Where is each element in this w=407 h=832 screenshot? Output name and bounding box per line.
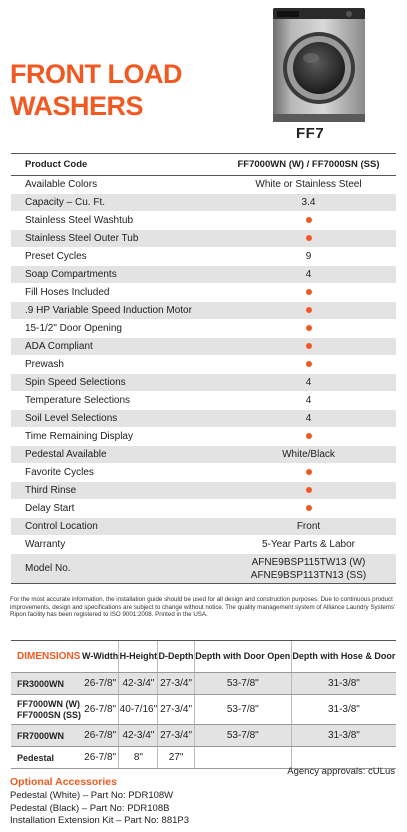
spec-label: Control Location [11,518,221,536]
dim-model: FR3000WN [11,673,82,695]
spec-row [11,500,396,518]
spec-model-row [11,554,396,584]
dim-value: 26-7/8" [82,695,119,725]
spec-value [221,302,396,320]
dim-value: 53-7/8" [194,673,291,695]
dim-model: Pedestal [11,747,82,769]
spec-value: 3.4 [221,194,396,212]
feature-dot-icon [306,289,312,295]
washer-product-image [269,6,369,124]
dim-value: 27-3/4" [158,725,194,747]
model-number-ss: AFNE9BSP113TN13 (SS) [250,569,367,581]
title-line-2: WASHERS [10,91,144,121]
spec-row [11,284,396,302]
spec-value [221,320,396,338]
spec-row [11,266,396,284]
spec-label: 15-1/2" Door Opening [11,320,221,338]
spec-value: Front [221,518,396,536]
dim-value: 27" [158,747,194,769]
spec-label: Favorite Cycles [11,464,221,482]
spec-label: Fill Hoses Included [11,284,221,302]
spec-label: Warranty [11,536,221,554]
dim-value: 8" [119,747,158,769]
spec-row [11,536,396,554]
feature-dot-icon [306,505,312,511]
spec-row [11,518,396,536]
dim-header: Depth with Hose & Door [291,641,396,673]
spec-label: Spin Speed Selections [11,374,221,392]
feature-dot-icon [306,217,312,223]
spec-row [11,482,396,500]
title-line-1: FRONT LOAD [10,59,182,89]
spec-row [11,464,396,482]
spec-row [11,176,396,194]
dim-value: 26-7/8" [82,725,119,747]
dim-model: FR7000WN [11,725,82,747]
dim-value: 42-3/4" [119,725,158,747]
dim-value: 27-3/4" [158,695,194,725]
dimensions-header-row [11,641,396,673]
spec-row [11,374,396,392]
spec-label: Prewash [11,356,221,374]
dim-value: 27-3/4" [158,673,194,695]
disclaimer-note: For the most accurate information, the installation guide should be used for all design and construction purposes. Due to continuous product improvements, design and specifications are subject to change without notice. The quality management system of Alliance Laundry Systems' Ripon facility has been registered to ISO 9001:2008. Printed in the USA. [10,596,396,619]
spec-label: Temperature Selections [11,392,221,410]
spec-value: 4 [221,374,396,392]
feature-dot-icon [306,235,312,241]
feature-dot-icon [306,325,312,331]
spec-label: Soap Compartments [11,266,221,284]
spec-label: Stainless Steel Outer Tub [11,230,221,248]
spec-label: Preset Cycles [11,248,221,266]
spec-label: Delay Start [11,500,221,518]
feature-dot-icon [306,469,312,475]
spec-row [11,392,396,410]
feature-dot-icon [306,307,312,313]
dim-header: H-Height [119,641,158,673]
dim-header: DIMENSIONS [11,641,82,673]
spec-value: White/Black [221,446,396,464]
spec-label: Pedestal Available [11,446,221,464]
spec-value [221,500,396,518]
spec-label: ADA Compliant [11,338,221,356]
spec-row [11,428,396,446]
spec-value [221,356,396,374]
feature-dot-icon [306,433,312,439]
spec-row [11,320,396,338]
dim-value [194,747,291,769]
spec-value [221,284,396,302]
spec-label: .9 HP Variable Speed Induction Motor [11,302,221,320]
spec-value [221,338,396,356]
spec-value: 4 [221,410,396,428]
spec-row [11,446,396,464]
dim-header: D-Depth [158,641,194,673]
feature-dot-icon [306,487,312,493]
dim-value: 31-3/8" [291,725,396,747]
spec-row [11,212,396,230]
dim-value: 31-3/8" [291,673,396,695]
accessory-item: Pedestal (White) – Part No: PDR108W [10,790,174,801]
spec-value [221,230,396,248]
dimensions-table [11,640,396,769]
spec-row [11,356,396,374]
dim-header: Depth with Door Open [194,641,291,673]
accessory-item: Pedestal (Black) – Part No: PDR108B [10,802,170,814]
spec-row [11,302,396,320]
model-number-w: AFNE9BSP115TW13 (W) [251,556,366,568]
spec-value [221,482,396,500]
accessories-list [10,790,189,828]
spec-value [221,428,396,446]
dimensions-row [11,673,396,695]
dimensions-row [11,695,396,725]
accessory-item: Installation Extension Kit – Part No: 881P3 [10,815,190,826]
dim-header: W-Width [82,641,119,673]
spec-label: Third Rinse [11,482,221,500]
spec-row [11,338,396,356]
spec-table [11,153,396,584]
spec-value: 5-Year Parts & Labor [221,536,396,554]
dim-value: 53-7/8" [194,725,291,747]
spec-label: Time Remaining Display [11,428,221,446]
spec-value [221,464,396,482]
spec-value: 4 [221,392,396,410]
spec-label: Stainless Steel Washtub [11,212,221,230]
dim-value: 53-7/8" [194,695,291,725]
spec-label: Capacity – Cu. Ft. [11,194,221,212]
spec-value [221,212,396,230]
spec-header-row [11,154,396,176]
spec-label: Model No. [11,554,221,584]
agency-approvals: Agency approvals: cULus [287,766,395,777]
spec-value: White or Stainless Steel [221,176,396,194]
dim-value: 42-3/4" [119,673,158,695]
spec-value [221,554,396,584]
model-name: FF7 [296,125,325,142]
spec-row [11,230,396,248]
spec-header-value: FF7000WN (W) / FF7000SN (SS) [221,154,396,176]
dim-model: FF7000WN (W) FF7000SN (SS) [11,695,82,725]
spec-label: Soil Level Selections [11,410,221,428]
spec-header-label: Product Code [11,154,221,176]
feature-dot-icon [306,343,312,349]
dimensions-row [11,725,396,747]
dim-value: 26-7/8" [82,673,119,695]
dim-value: 31-3/8" [291,695,396,725]
spec-row [11,248,396,266]
accessories-title: Optional Accessories [10,776,117,788]
spec-row [11,410,396,428]
feature-dot-icon [306,361,312,367]
page-title [10,58,182,122]
dim-value: 26-7/8" [82,747,119,769]
dim-value: 40-7/16" [119,695,158,725]
spec-value: 9 [221,248,396,266]
spec-row [11,194,396,212]
spec-value: 4 [221,266,396,284]
spec-label: Available Colors [11,176,221,194]
